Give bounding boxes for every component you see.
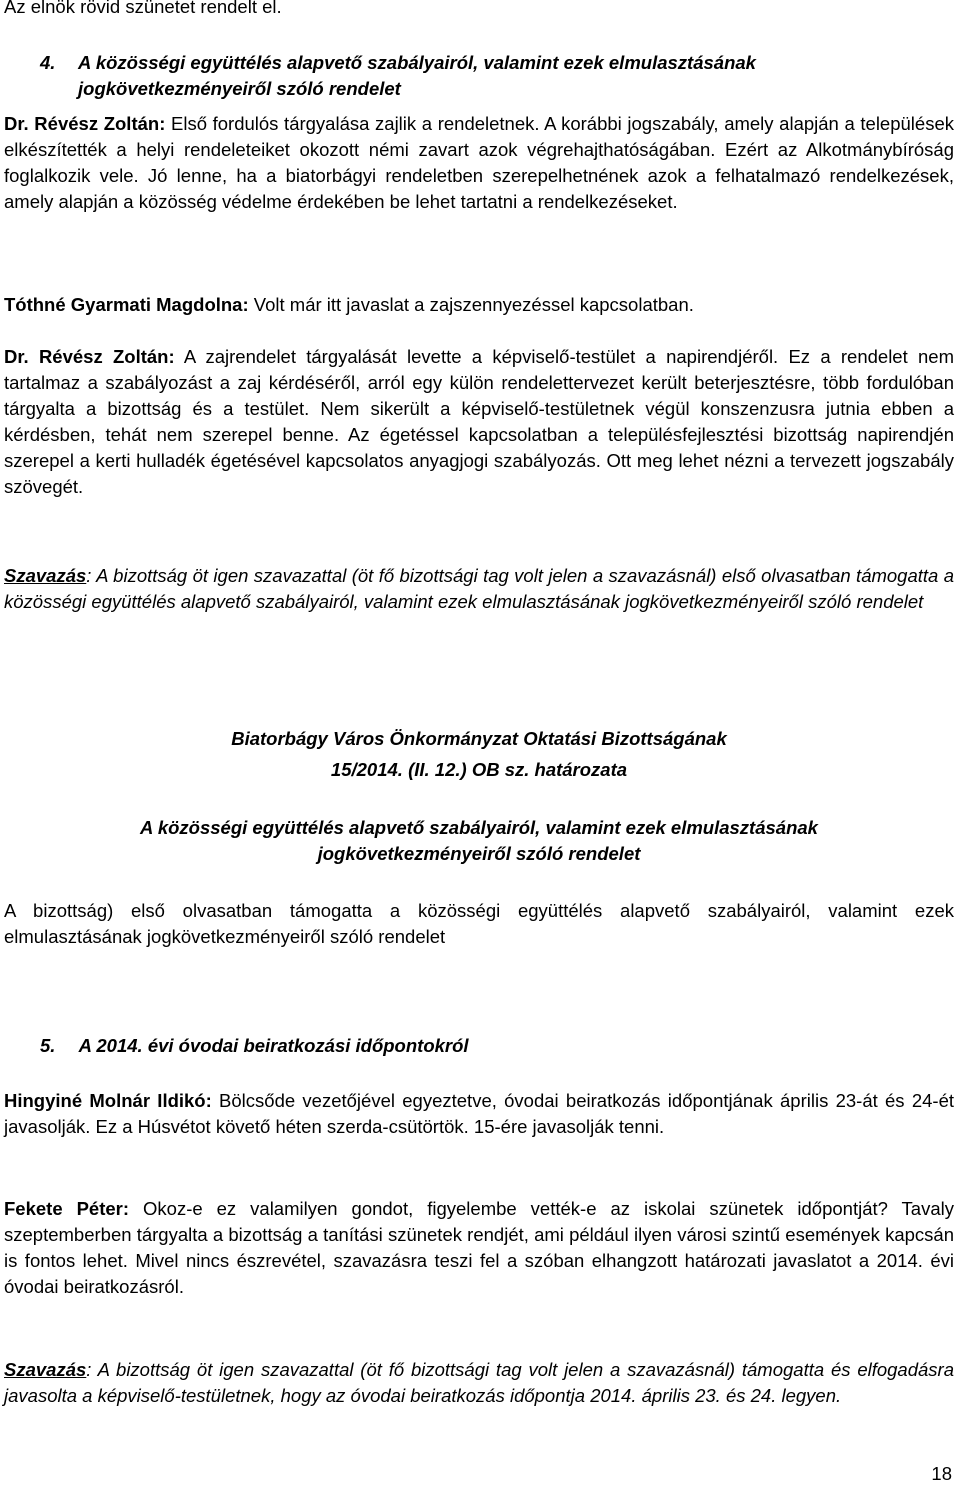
paragraph-tothne xyxy=(4,292,954,318)
speaker-name: Hingyiné Molnár Ildikó: xyxy=(4,1090,212,1111)
agenda-item-5-number: 5. xyxy=(40,1035,56,1056)
agenda-item-4-title-line1: A közösségi együttélés alapvető szabályairól, valamint ezek elmulasztásának xyxy=(78,52,756,73)
vote-label: Szavazás xyxy=(4,565,87,586)
speech-text: Okoz-e ez valamilyen gondot, figyelembe vették-e az iskolai szünetek időpontját? Tavaly szeptemberben tárgyalta a bizottság a tanítási szünetek rendjét, ami például ilyen városi szintű események kapcsán is fontos lehet. Mivel nincs észrevétel, szavazásra teszi fel a szóban elhangzott határozati javaslatot a 2014. évi óvodai beiratkozásról. xyxy=(4,1198,954,1297)
agenda-item-4-title-line2: jogkövetkezményeiről szóló rendelet xyxy=(78,78,401,99)
speaker-name: Dr. Révész Zoltán: xyxy=(4,346,175,367)
agenda-item-5 xyxy=(40,1033,954,1059)
speech-text: Volt már itt javaslat a zajszennyezéssel kapcsolatban. xyxy=(248,294,694,315)
speech-text: Bölcsőde vezetőjével egyeztetve, óvodai beiratkozás időpontjának április 23-át és 24-ét javasolják. Ez a Húsvétot követő héten szerda-csütörtök. 15-ére javasolják tenni. xyxy=(4,1090,955,1137)
resolution-subject-line1: A közösségi együttélés alapvető szabályairól, valamint ezek elmulasztásának xyxy=(140,817,818,838)
resolution-subject-line2: jogkövetkezményeiről szóló rendelet xyxy=(317,843,641,864)
speaker-name: Dr. Révész Zoltán: xyxy=(4,113,166,134)
agenda-item-5-title: A 2014. évi óvodai beiratkozási időpontokról xyxy=(78,1035,469,1056)
speaker-name: Fekete Péter: xyxy=(4,1198,130,1219)
vote-label: Szavazás xyxy=(4,1359,87,1380)
closing-sentence: Az elnök rövid szünetet rendelt el. xyxy=(4,0,282,17)
resolution-text: A bizottság) első olvasatban támogatta a közösségi együttélés alapvető szabályairól, valamint ezek elmulasztásának jogkövetkezményeiről szóló rendelet xyxy=(4,900,954,947)
paragraph-hingyine xyxy=(4,1088,954,1140)
paragraph-revesz-2 xyxy=(4,344,954,500)
paragraph-fekete xyxy=(4,1196,954,1300)
speech-text: Első fordulós tárgyalása zajlik a rendeletnek. A korábbi jogszabály, amely alapján a települések elkészítették a helyi rendeleteiket okozott némi zavart azok végrehajthatóságában. Ezért az Alkotmánybíróság foglalkozik vele. Jó lenne, ha a biatorbágyi rendeletben szerepelhetnének azok a felhatalmazó rendelkezések, amely alapján a közösség védelme érdekében be lehet tartatni a rendelkezéseket. xyxy=(4,113,954,212)
vote-text: : A bizottság öt igen szavazattal (öt fő bizottsági tag volt jelen a szavazásnál) támogatta és elfogadásra javasolta a képviselő-testületnek, hogy az óvodai beiratkozás időpontja 2014. április 23. és 24. legyen. xyxy=(4,1359,954,1406)
vote-text: : A bizottság öt igen szavazattal (öt fő bizottsági tag volt jelen a szavazásnál) első olvasatban támogatta a közösségi együttélés alapvető szabályairól, valamint ezek elmulasztásának jogkövetkezményeiről szóló rendelet xyxy=(4,565,954,612)
resolution-body: Biatorbágy Város Önkormányzat Oktatási Bizottságának xyxy=(231,728,727,749)
agenda-item-4 xyxy=(40,50,954,102)
agenda-item-4-number: 4. xyxy=(40,52,56,73)
vote-paragraph-2 xyxy=(4,1357,954,1409)
speech-text: A zajrendelet tárgyalását levette a képviselő-testület a napirendjéről. Ez a rendelet nem tartalmaz a szabályozást a zaj kérdéséről, arról egy külön rendelettervezet került beterjesztésre, több fordulóban tárgyalta a bizottság és a testület. Nem sikerült a képviselő-testületnek végül konszenzusra jutnia ebben a kérdésben, tehát nem szerepel benne. Az égetéssel kapcsolatban a településfejlesztési bizottság napirendjén szerepel a kerti hulladék égetésével kapcsolatos anyagjogi szabályozás. Ott meg lehet nézni a tervezett jogszabály szövegét. xyxy=(4,346,954,497)
paragraph-revesz-1 xyxy=(4,111,954,215)
resolution-number: 15/2014. (II. 12.) OB sz. határozata xyxy=(330,759,628,780)
vote-paragraph-1 xyxy=(4,563,954,615)
speaker-name: Tóthné Gyarmati Magdolna: xyxy=(4,294,249,315)
page-number: 18 xyxy=(931,1463,952,1484)
